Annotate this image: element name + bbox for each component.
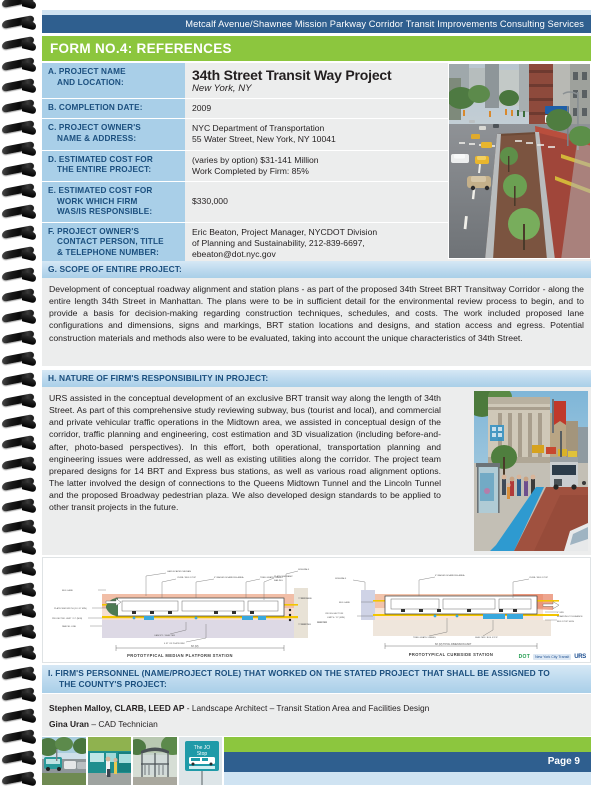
svg-text:LIMITS / 12' (MIN): LIMITS / 12' (MIN) [327, 617, 345, 619]
field-label-f [42, 223, 185, 265]
nyc-transit-logo: New York City Transit [535, 655, 570, 659]
svg-text:SIDEWALK: SIDEWALK [335, 578, 347, 580]
svg-text:PROTOTYPICAL MEDIAN PLATFORM S: PROTOTYPICAL MEDIAN PLATFORM STATION [127, 653, 233, 658]
binding-coil [2, 416, 36, 429]
binding-coil [2, 374, 36, 387]
binding-coil [2, 500, 36, 513]
label-line: WAS/IS RESPONSIBLE: [57, 207, 153, 217]
svg-text:6" RAISED BOARDING AREA: 6" RAISED BOARDING AREA [435, 575, 465, 577]
binding-coil [2, 227, 36, 240]
value-line: (varies by option) $31-141 Million [192, 154, 319, 165]
binding-coil [2, 80, 36, 93]
binding-coil [2, 626, 36, 639]
value-line: Work Completed by Firm: 85% [192, 165, 309, 176]
drawing-curbside-station [317, 560, 587, 660]
binding-coil [2, 0, 36, 9]
svg-text:6 FT OF PLATFORM: 6 FT OF PLATFORM [164, 643, 185, 645]
binding-coil [2, 773, 36, 786]
binding-coil [2, 248, 36, 261]
footer-photo-bus-shelter [133, 737, 179, 785]
binding-coil [2, 647, 36, 660]
urs-logo: URS [574, 654, 586, 660]
svg-text:SIDEWALK: SIDEWALK [298, 569, 310, 571]
project-location: New York, NY [192, 83, 252, 94]
form-title-bar [42, 36, 591, 61]
field-label-e [42, 182, 185, 222]
label-line: & TELEPHONE NUMBER: [57, 247, 160, 257]
binding-coil [2, 38, 36, 51]
svg-text:CANOPY / SHELTER: CANOPY / SHELTER [154, 635, 175, 637]
binding-coil [2, 668, 36, 681]
svg-text:PLATFORM WIDTH (10'-12' MIN): PLATFORM WIDTH (10'-12' MIN) [54, 608, 87, 610]
section-i-header [42, 665, 591, 693]
section-i-header-line2: THE COUNTY'S PROJECT: [59, 679, 167, 689]
project-photo-streetscape [448, 63, 591, 259]
section-h-body: URS assisted in the conceptual development of an exclusive BRT transit way along the length of 34th Street. As part of this comprehensive study reviewing subway, bus (tourist and local), and commercial and private vehicular traffic operations in the Midtown area, we assisted in conceptual design of the corridor, traffic planning and engineering, cost estimation and 3D visualization (including before-and-after, photo-based perspectives). In this effort, both operational, transportation planning and engineering issues were addressed, as well as existing utilities along the corridor. The project team prepared designs for 14 BRT and Express bus stations, as well as various road alignment options. The latter involved the design of connections to the Queens Midtown Tunnel and the Lincoln Tunnel and the proposed Broadway pedestrian plaza. We also developed design standards to be applied to other transit projects in the future. [42, 387, 591, 555]
binding-coil [2, 185, 36, 198]
drawing-median-platform [46, 560, 314, 660]
binding-coil [2, 458, 36, 471]
svg-text:BUS LANE: BUS LANE [62, 590, 73, 592]
binding-coil [2, 269, 36, 282]
page-number: Page 9 [547, 756, 580, 767]
label-line: A. PROJECT NAME [48, 67, 126, 76]
svg-text:TREE GRATE/ GRASS: TREE GRATE/ GRASS [413, 637, 436, 639]
binding-coil [2, 122, 36, 135]
binding-coil [2, 101, 36, 114]
svg-text:CROSS-SECTION: CROSS-SECTION [325, 613, 344, 615]
label-line: AND LOCATION: [57, 77, 124, 87]
binding-coil [2, 59, 36, 72]
section-h-header: H. NATURE OF FIRM'S RESPONSIBILITY IN PROJECT: [42, 370, 591, 387]
page-content [42, 0, 612, 792]
footer-green-bar [224, 737, 591, 752]
svg-text:PROJECTED LIMIT / 12' (MIN): PROJECTED LIMIT / 12' (MIN) [52, 618, 83, 620]
svg-text:The JO: The JO [193, 745, 210, 751]
svg-text:6" RAISED BOARDING AREA: 6" RAISED BOARDING AREA [214, 577, 244, 579]
svg-text:BUS LANE: BUS LANE [301, 598, 312, 600]
label-line: NAME & ADDRESS: [57, 133, 137, 143]
section-g-body: Development of conceptual roadway alignment and station plans - as part of the proposed 34th Street BRT Transitway Corridor - along the entire length 34th Street in Manhattan. The plans were to be in sufficient detail for the environmental review process to begin, and to provide a basis for decision-making regarding construction techniques, schedules, and costs. The work included proposed lane configurations and dimensions, signs and markings, BRT station locations and designs, and station access and egress. Potential construction materials and methods also were to be evaluated, taking into account the unique characteristics of 34th Street. [42, 278, 591, 366]
binding-coil [2, 584, 36, 597]
binding-coil [2, 521, 36, 534]
binding-coil [2, 353, 36, 366]
binding-coil [2, 395, 36, 408]
personnel-role: – CAD Technician [89, 719, 158, 729]
binding-coil [2, 605, 36, 618]
field-label-b [42, 99, 185, 118]
svg-text:PROTOTYPICAL CURBSIDE STATION: PROTOTYPICAL CURBSIDE STATION [408, 652, 494, 657]
binding-coil [2, 206, 36, 219]
binding-coil [2, 479, 36, 492]
value-line: 55 Water Street, New York, NY 10041 [192, 134, 336, 145]
document-header-title: Metcalf Avenue/Shawnee Mission Parkway Corridor Transit Improvements Consulting Services [185, 19, 584, 29]
value-line: 2009 [192, 103, 212, 113]
binding-coil [2, 437, 36, 450]
label-line: C. PROJECT OWNER'S [48, 123, 141, 133]
footer-page-bar [224, 752, 591, 772]
footer-photo-bus-boarding [88, 737, 134, 785]
binding-coil [2, 542, 36, 555]
footer-photo-transit-bus-street [42, 737, 88, 785]
svg-text:60' (M) TOTAL DIMENSION LIMIT: 60' (M) TOTAL DIMENSION LIMIT [435, 643, 472, 646]
binding-coil [2, 332, 36, 345]
svg-text:CURB / BUS STOP: CURB / BUS STOP [529, 577, 549, 579]
value-line: Eric Beaton, Project Manager, NYCDOT Division [192, 226, 378, 237]
svg-text:PLATFORM RAMP: PLATFORM RAMP [274, 576, 293, 578]
binding-coil [2, 689, 36, 702]
personnel-role: - Landscape Architect – Transit Station Area and Facilities Design [184, 703, 430, 713]
binding-coil [2, 143, 36, 156]
binding-coil [2, 290, 36, 303]
drawing-logos [519, 654, 586, 660]
binding-coil [2, 17, 36, 30]
project-photo-brt-station [474, 391, 588, 551]
list-item [49, 700, 584, 716]
section-i-body [42, 694, 591, 736]
project-name: 34th Street Transit Way Project [192, 67, 392, 83]
svg-text:Stop: Stop [196, 751, 207, 757]
svg-text:LANDSCAPED MEDIAN: LANDSCAPED MEDIAN [167, 571, 191, 573]
personnel-name: Gina Uran [49, 719, 90, 729]
value-line: ebeaton@dot.nyc.gov [192, 249, 276, 260]
value-line: $330,000 [192, 196, 228, 207]
label-line: E. ESTIMATED COST FOR [48, 186, 153, 196]
value-line: of Planning and Sustainability, 212-839-6697, [192, 238, 365, 248]
label-line: CONTACT PERSON, TITLE [57, 237, 164, 247]
svg-text:TREE GRATE/ GRASS: TREE GRATE/ GRASS [260, 577, 283, 579]
label-line: B. COMPLETION DATE: [48, 103, 143, 112]
list-item [49, 716, 584, 732]
binding-coil [2, 710, 36, 723]
section-i-header-line1: I. FIRM'S PERSONNEL (NAME/PROJECT ROLE) THAT WORKED ON THE STATED PROJECT THAT SHALL BE ASSIGNED TO [48, 668, 550, 678]
dot-logo: DOT [518, 654, 531, 660]
svg-text:6" MIN: 6" MIN [557, 612, 564, 614]
footer-photo-strip [42, 737, 222, 785]
svg-text:SHELTER / BUS STOP: SHELTER / BUS STOP [475, 637, 498, 639]
form-title: FORM NO.4: REFERENCES [50, 41, 232, 56]
svg-text:BUS LANE: BUS LANE [339, 602, 350, 604]
svg-text:BOARDING TOLERANCE: BOARDING TOLERANCE [557, 616, 583, 618]
label-line: WORK WHICH FIRM [57, 196, 138, 206]
binding-coil [2, 164, 36, 177]
field-label-c [42, 119, 185, 149]
footer-photo-jo-stop-sign [179, 737, 223, 785]
svg-text:SHELTER: SHELTER [301, 624, 311, 626]
svg-text:PARCEL LINE: PARCEL LINE [62, 626, 76, 628]
binding-coil [2, 731, 36, 744]
personnel-name: Stephen Malloy, CLARB, LEED AP [49, 703, 185, 713]
svg-text:BUS STOP SIGN: BUS STOP SIGN [557, 621, 574, 623]
binding-coil [2, 311, 36, 324]
value-line: NYC Department of Transportation [192, 123, 325, 134]
field-label-a [42, 63, 185, 98]
binding-coil [2, 563, 36, 576]
document-header-bar [42, 15, 591, 33]
label-line: THE ENTIRE PROJECT: [57, 165, 152, 175]
binding-coil [2, 752, 36, 765]
section-g-header: G. SCOPE OF ENTIRE PROJECT: [42, 261, 591, 278]
svg-text:RAILING: RAILING [274, 580, 283, 582]
footer-light-bar [224, 772, 591, 785]
spiral-binding [0, 0, 42, 792]
label-line: D. ESTIMATED COST FOR [48, 154, 153, 164]
svg-text:60' (M): 60' (M) [191, 645, 199, 648]
svg-text:CURB / BUS STOP: CURB / BUS STOP [177, 577, 197, 579]
field-label-d [42, 151, 185, 181]
station-drawings-panel [42, 557, 591, 663]
label-line: F. PROJECT OWNER'S [48, 226, 140, 236]
svg-text:SHELTER: SHELTER [317, 622, 327, 624]
